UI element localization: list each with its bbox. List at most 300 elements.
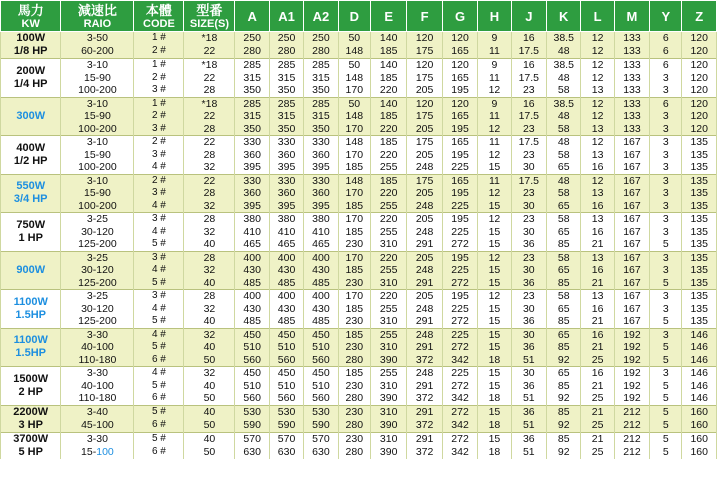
dimension-cell: 195 [442,213,477,226]
dimension-cell: 92 [547,419,581,433]
column-header-sublabel: SIZE(S) [189,17,229,30]
dimension-cell: 530 [269,405,303,419]
table-row [1,432,717,446]
motor-group [1,97,717,136]
dimension-cell: 167 [614,290,649,303]
dimension-cell: 590 [269,419,303,433]
power-label: 1100W [13,295,48,308]
dimension-cell: 3 [650,123,682,136]
size-cell: 40 [184,277,235,290]
dimension-cell: 310 [370,315,406,328]
dimension-cell: 12 [581,45,614,59]
dimension-cell: 140 [370,32,406,46]
dimension-cell: 3 [650,84,682,97]
table-row [1,187,717,200]
size-cell: 22 [184,110,235,123]
dimension-cell: 291 [407,405,442,419]
dimension-cell: 291 [407,238,442,251]
dimension-cell: 248 [407,303,442,316]
dimension-cell: 58 [547,290,581,303]
dimension-cell: 165 [442,136,477,149]
dimension-cell: 12 [581,72,614,85]
dimension-cell: 330 [304,174,338,187]
table-row [1,315,717,328]
code-cell: 4 # [134,367,184,380]
dimension-cell: 291 [407,277,442,290]
size-cell: 50 [184,446,235,459]
dimension-cell: 291 [407,341,442,354]
dimension-cell: 135 [682,251,717,264]
dimension-cell: 175 [407,72,442,85]
dimension-cell: 395 [269,200,303,213]
dimension-cell: 11 [478,110,511,123]
dimension-cell: 15 [478,303,511,316]
dimension-cell: 133 [614,59,649,72]
dimension-cell: 18 [478,354,511,367]
dimension-cell: 170 [338,213,370,226]
dimension-cell: 170 [338,290,370,303]
dimension-cell: 30 [511,367,546,380]
dimension-cell: 6 [650,59,682,72]
power-cell [1,174,61,213]
dimension-cell: 21 [581,380,614,393]
dimension-cell: 248 [407,367,442,380]
dimension-cell: 146 [682,354,717,367]
ratio-cell: 40-100 [61,341,134,354]
dimension-cell: 30 [511,303,546,316]
dimension-cell: 170 [338,251,370,264]
dimension-cell: 167 [614,238,649,251]
dimension-cell: 25 [581,354,614,367]
code-cell: 1 # [134,59,184,72]
dimension-cell: 18 [478,392,511,405]
table-row [1,200,717,213]
dimension-cell: 485 [304,277,338,290]
power-label: 900W [16,263,46,276]
dimension-cell: 450 [304,367,338,380]
code-cell: 5 # [134,341,184,354]
dimension-cell: 9 [478,59,511,72]
dimension-cell: 85 [547,341,581,354]
dimension-cell: 11 [478,174,511,187]
table-row [1,405,717,419]
dimension-cell: 185 [338,367,370,380]
dimension-cell: 390 [370,419,406,433]
dimension-cell: 330 [269,136,303,149]
ratio-cell: 15-90 [61,149,134,162]
dimension-cell: 160 [682,405,717,419]
table-row [1,110,717,123]
power-label: 1.5HP [15,347,46,360]
dimension-cell: 315 [304,72,338,85]
dimension-cell: 530 [235,405,269,419]
dimension-cell: 195 [442,84,477,97]
dimension-cell: 390 [370,354,406,367]
dimension-cell: 350 [269,123,303,136]
code-cell: 1 # [134,32,184,46]
dimension-cell: 120 [682,32,717,46]
code-cell: 2 # [134,72,184,85]
dimension-cell: 272 [442,341,477,354]
power-cell [1,432,61,459]
dimension-cell: 430 [235,303,269,316]
size-cell: 32 [184,161,235,174]
dimension-cell: 135 [682,315,717,328]
dimension-cell: 21 [581,341,614,354]
dimension-cell: 133 [614,97,649,110]
size-cell: 40 [184,315,235,328]
dimension-cell: 315 [269,110,303,123]
dimension-cell: 410 [304,226,338,239]
ratio-cell: 110-180 [61,392,134,405]
motor-group [1,405,717,432]
motor-group [1,174,717,213]
power-label: 200W [16,64,46,77]
power-label: 750W [16,218,46,231]
dimension-cell: 395 [269,161,303,174]
dimension-cell: 430 [269,264,303,277]
table-row [1,303,717,316]
dimension-cell: 280 [338,354,370,367]
dimension-cell: 400 [269,251,303,264]
dimension-cell: 165 [442,174,477,187]
dimension-cell: 12 [478,84,511,97]
motor-group [1,136,717,175]
dimension-cell: 560 [269,392,303,405]
dimension-cell: 3 [650,187,682,200]
dimension-cell: 570 [304,432,338,446]
dimension-cell: 36 [511,315,546,328]
dimension-cell: 225 [442,226,477,239]
dimension-cell: 400 [304,290,338,303]
table-row [1,174,717,187]
dimension-cell: 250 [304,32,338,46]
dimension-cell: 3 [650,251,682,264]
dimension-cell: 350 [304,84,338,97]
dimension-cell: 133 [614,72,649,85]
dimension-cell: 133 [614,84,649,97]
power-label: 3700W [13,432,49,445]
dimension-cell: 195 [442,251,477,264]
power-label: 3 HP [18,418,43,431]
table-row [1,328,717,341]
dimension-cell: 400 [269,290,303,303]
power-cell [1,367,61,406]
dimension-cell: 92 [547,354,581,367]
dimension-cell: 560 [304,354,338,367]
ratio-cell: 3-30 [61,367,134,380]
size-cell: 28 [184,123,235,136]
dimension-cell: 230 [338,405,370,419]
dimension-cell: 148 [338,110,370,123]
dimension-cell: 48 [547,136,581,149]
dimension-cell: 135 [682,200,717,213]
power-cell [1,59,61,98]
dimension-cell: 11 [478,45,511,59]
dimension-cell: 3 [650,303,682,316]
dimension-cell: 167 [614,187,649,200]
dimension-cell: 400 [235,290,269,303]
dimension-cell: 65 [547,200,581,213]
dimension-cell: 3 [650,226,682,239]
column-header: D [338,1,370,32]
ratio-cell: 3-40 [61,405,134,419]
dimension-cell: 291 [407,315,442,328]
dimension-cell: 23 [511,290,546,303]
dimension-cell: 175 [407,136,442,149]
dimension-cell: 167 [614,251,649,264]
ratio-cell: 125-200 [61,315,134,328]
table-row [1,136,717,149]
dimension-cell: 135 [682,303,717,316]
dimension-cell: 248 [407,328,442,341]
size-cell: 22 [184,136,235,149]
dimension-cell: 65 [547,161,581,174]
dimension-cell: 5 [650,277,682,290]
dimension-cell: 12 [478,149,511,162]
dimension-cell: 255 [370,303,406,316]
code-cell: 5 # [134,432,184,446]
dimension-cell: 120 [682,45,717,59]
dimension-cell: 205 [407,84,442,97]
dimension-cell: 65 [547,328,581,341]
ratio-cell: 100-200 [61,123,134,136]
dimension-cell: 16 [511,97,546,110]
dimension-cell: 12 [581,97,614,110]
dimension-cell: 530 [304,405,338,419]
dimension-cell: 51 [511,354,546,367]
dimension-cell: 3 [650,200,682,213]
dimension-cell: 255 [370,328,406,341]
dimension-cell: 135 [682,290,717,303]
dimension-cell: 58 [547,187,581,200]
motor-group [1,328,717,367]
dimension-cell: 18 [478,446,511,459]
table-header [1,1,717,32]
dimension-cell: 510 [269,380,303,393]
dimension-cell: 21 [581,238,614,251]
dimension-cell: 16 [581,303,614,316]
dimension-cell: 360 [304,187,338,200]
dimension-cell: 17.5 [511,174,546,187]
dimension-cell: 225 [442,161,477,174]
dimension-cell: 310 [370,380,406,393]
table-row [1,419,717,433]
dimension-cell: 120 [682,84,717,97]
dimension-cell: 3 [650,367,682,380]
code-cell: 3 # [134,290,184,303]
dimension-cell: 11 [478,136,511,149]
dimension-cell: 430 [304,303,338,316]
dimension-cell: 13 [581,149,614,162]
dimension-cell: 255 [370,367,406,380]
dimension-cell: 285 [235,59,269,72]
dimension-cell: 220 [370,251,406,264]
dimension-cell: 85 [547,315,581,328]
dimension-cell: 120 [682,110,717,123]
dimension-cell: 25 [581,419,614,433]
dimension-cell: 65 [547,367,581,380]
dimension-cell: 255 [370,264,406,277]
dimension-cell: 140 [370,97,406,110]
dimension-cell: 280 [338,419,370,433]
dimension-cell: 11 [478,72,511,85]
dimension-cell: 285 [235,97,269,110]
dimension-cell: 21 [581,315,614,328]
dimension-cell: 485 [304,315,338,328]
dimension-cell: 3 [650,174,682,187]
dimension-cell: 280 [235,45,269,59]
dimension-cell: 510 [304,341,338,354]
size-cell: 40 [184,380,235,393]
dimension-cell: 48 [547,174,581,187]
power-label: 1.5HP [15,308,46,321]
table-row [1,367,717,380]
dimension-cell: 13 [581,251,614,264]
dimension-cell: 23 [511,149,546,162]
power-cell [1,405,61,432]
dimension-cell: 560 [269,354,303,367]
dimension-cell: 6 [650,97,682,110]
ratio-cell: 3-10 [61,174,134,187]
dimension-cell: 185 [338,161,370,174]
power-label: 1/4 HP [13,77,48,90]
dimension-cell: 195 [442,187,477,200]
dimension-cell: 51 [511,446,546,459]
table-row [1,97,717,110]
dimension-cell: 360 [235,149,269,162]
dimension-cell: 120 [682,97,717,110]
ratio-cell: 3-25 [61,251,134,264]
power-label: 1 HP [18,231,43,244]
dimension-cell: 120 [407,59,442,72]
code-cell: 5 # [134,405,184,419]
dimension-cell: 330 [269,174,303,187]
dimension-cell: 30 [511,226,546,239]
dimension-cell: 360 [269,187,303,200]
dimension-cell: 3 [650,136,682,149]
size-cell: *18 [184,59,235,72]
table-row [1,213,717,226]
dimension-cell: 485 [235,277,269,290]
ratio-cell: 100-200 [61,200,134,213]
dimension-cell: 185 [370,174,406,187]
dimension-cell: 192 [614,367,649,380]
power-cell [1,32,61,59]
motor-group [1,213,717,252]
dimension-cell: 30 [511,161,546,174]
dimension-cell: 167 [614,315,649,328]
dimension-cell: 85 [547,432,581,446]
power-label: 2200W [13,405,49,418]
column-header: F [407,1,442,32]
dimension-cell: 185 [370,110,406,123]
dimension-cell: 15 [478,341,511,354]
dimension-cell: 205 [407,213,442,226]
dimension-cell: 205 [407,187,442,200]
dimension-cell: 400 [235,251,269,264]
ratio-cell: 125-200 [61,238,134,251]
dimension-cell: 9 [478,32,511,46]
code-cell: 2 # [134,174,184,187]
dimension-cell: 250 [235,32,269,46]
size-cell: 32 [184,264,235,277]
dimension-cell: 342 [442,419,477,433]
dimension-cell: 120 [682,59,717,72]
size-cell: *18 [184,97,235,110]
dimension-cell: 3 [650,72,682,85]
dimension-cell: 360 [235,187,269,200]
ratio-cell: 15-90 [61,72,134,85]
dimension-cell: 291 [407,432,442,446]
dimension-cell: 133 [614,45,649,59]
dimension-cell: 13 [581,84,614,97]
column-header-label: 本體 [145,2,172,18]
dimension-cell: 280 [338,446,370,459]
dimension-cell: 23 [511,251,546,264]
dimension-cell: 167 [614,174,649,187]
dimension-cell: 330 [235,174,269,187]
dimension-cell: 48 [547,110,581,123]
motor-group [1,32,717,59]
dimension-cell: 120 [682,72,717,85]
power-cell [1,97,61,136]
dimension-cell: 120 [442,32,477,46]
dimension-cell: 272 [442,380,477,393]
dimension-cell: 167 [614,303,649,316]
dimension-cell: 165 [442,72,477,85]
size-cell: 50 [184,354,235,367]
ratio-cell: 30-120 [61,264,134,277]
dimension-cell: 146 [682,380,717,393]
ratio-cell [61,446,134,459]
ratio-cell: 60-200 [61,45,134,59]
dimension-cell: 15 [478,161,511,174]
dimension-cell: 58 [547,84,581,97]
dimension-cell: 255 [370,200,406,213]
dimension-cell: 192 [614,341,649,354]
table-row [1,380,717,393]
size-cell: 32 [184,226,235,239]
table-row [1,45,717,59]
dimension-cell: 9 [478,97,511,110]
dimension-cell: 255 [370,226,406,239]
dimension-cell: 315 [235,72,269,85]
dimension-cell: 23 [511,187,546,200]
dimension-cell: 170 [338,187,370,200]
dimension-cell: 18 [478,419,511,433]
dimension-cell: 85 [547,405,581,419]
dimension-cell: 255 [370,161,406,174]
dimension-cell: 342 [442,446,477,459]
code-cell: 2 # [134,110,184,123]
dimension-cell: 135 [682,161,717,174]
column-header-label: 馬力 [17,2,44,18]
dimension-cell: 360 [304,149,338,162]
dimension-cell: 65 [547,226,581,239]
code-cell: 6 # [134,446,184,459]
table-row [1,123,717,136]
dimension-cell: 220 [370,149,406,162]
dimension-cell: 272 [442,405,477,419]
dimension-cell: 185 [370,45,406,59]
dimension-cell: 5 [650,392,682,405]
dimension-cell: 395 [304,200,338,213]
dimension-cell: 248 [407,200,442,213]
dimension-cell: 272 [442,432,477,446]
ratio-cell: 3-30 [61,328,134,341]
size-cell: 22 [184,45,235,59]
